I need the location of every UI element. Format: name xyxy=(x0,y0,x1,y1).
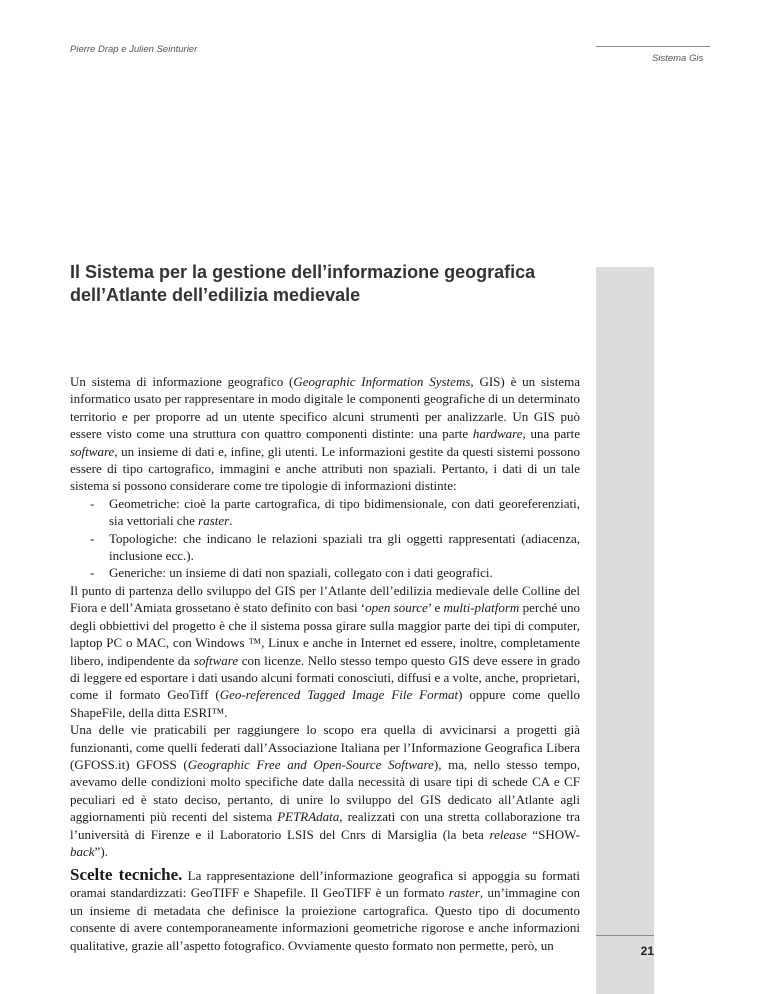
article-body xyxy=(70,373,580,860)
running-header-authors: Pierre Drap e Julien Seinturier xyxy=(70,44,198,55)
intro-paragraph: Un sistema di informazione geografico (Geographic Information Systems, GIS) è un sistema informatico usato per rappresentare in modo digitale le componenti geografiche di un determinato territorio e per proporre ad un utente specifico alcuni strumenti per analizzarle. Un GIS può essere visto come una struttura con quattro componenti distinte: una parte hardware, una parte software, un insieme di dati e, infine, gli utenti. Le informazioni gestite da questi sistemi possono essere di tipo cartografico, immagini e anche attributi non spaziali. Pertanto, i dati di un tale sistema si possono considerare come tre tipologie di informazioni distinte: xyxy=(70,374,580,494)
section-heading: Scelte tecniche. xyxy=(70,865,183,884)
running-header-section: Sistema Gis xyxy=(652,53,704,64)
section-scelte-tecniche xyxy=(70,866,580,954)
paragraph-starting-point: Il punto di partenza dello sviluppo del GIS per l’Atlante dell’edilizia medievale delle Colline del Fiora e dell’Amiata grossetano è stato definito con basi ‘open source’ e multi-platform perché uno degli obbiettivi del progetto è che il sistema possa girare sulla maggior parte dei tipi di computer, laptop PC o MAC, con Windows ™, Linux e anche in Internet ed essere, inoltre, completamente libero, indipendente da software con licenze. Nello stesso tempo questo GIS deve essere in grado di leggere ed esportare i dati usando alcuni formati conosciuti, diffusi e a volte, anche, proprietari, come il formato GeoTiff (Geo-referenced Tagged Image File Format) oppure come quello ShapeFile, della ditta ESRI™. xyxy=(70,582,580,720)
header-rule xyxy=(596,46,710,47)
gray-sidebar xyxy=(596,267,654,994)
article-title: Il Sistema per la gestione dell’informazione geografica dell’Atlante dell’edilizia medievale xyxy=(70,262,536,305)
page-number-rule xyxy=(596,935,654,936)
list-item: - Topologiche: che indicano le relazioni spaziali tra gli oggetti rappresentati (adiacenza, inclusione ecc.). xyxy=(90,530,580,564)
paragraph-scelte-tecniche: Scelte tecniche. La rappresentazione dell’informazione geografica si appoggia su formati oramai standardizzati: GeoTIFF e Shapefile. Il GeoTIFF è un formato raster, un’immagine con un insieme di metadata che definisce la proiezione cartografica. Questo tipo di documento consente di avere contemporaneamente informazioni geometriche rigorose e anche informazioni qualitative, grazie all’aspetto fotografico. Ovviamente questo formato non permette, però, un xyxy=(70,865,580,953)
list-item: - Generiche: un insieme di dati non spaziali, collegato con i dati geografici. xyxy=(90,565,493,581)
list-item: - Geometriche: cioè la parte cartografica, di tipo bidimensionale, con dati georeferenziati, sia vettoriali che raster. xyxy=(90,495,580,529)
paragraph-gfoss: Una delle vie praticabili per raggiungere lo scopo era quella di avvicinarsi a progetti già funzionanti, come quelli federati dall’Associazione Italiana per l’Informazione Geografica Libera (GFOSS.it) GFOSS (Geographic Free and Open-Source Software), ma, nello stesso tempo, avevamo delle condizioni molto specifiche date dalla necessità di usare tipi di schede CA e CF peculiari ed è stato deciso, pertanto, di unire lo sviluppo del GIS dedicato all’Atlante agli aggiornamenti più recenti del sistema PETRAdata, realizzati con una stretta collaborazione tra l’università di Firenze e il Laboratorio LSIS del Cnrs di Marsiglia (la beta release “SHOW-back”). xyxy=(70,722,581,859)
page-number: 21 xyxy=(640,944,654,958)
